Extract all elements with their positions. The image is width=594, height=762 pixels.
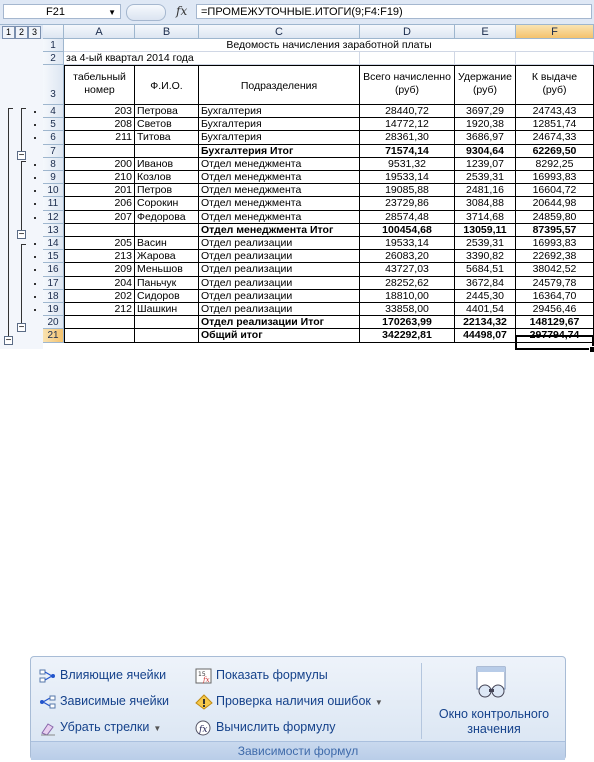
header-total-accrued[interactable] — [360, 65, 455, 105]
header-tab-number-line1: табельный — [73, 71, 126, 83]
collapse-group2-button[interactable]: − — [18, 229, 25, 240]
cell-a4[interactable]: 203 — [64, 105, 135, 118]
remove-arrows-button[interactable] — [39, 717, 161, 737]
cell-f13[interactable]: 87395,57 — [516, 224, 594, 237]
header-to-pay-line2: (руб) — [542, 84, 567, 96]
cell-e15[interactable]: 3390,82 — [455, 250, 516, 263]
cell-c21[interactable]: Общий итог — [199, 329, 360, 342]
trace-precedents-button[interactable] — [39, 665, 166, 685]
show-formulas-button[interactable] — [195, 665, 328, 685]
cell-f14[interactable]: 16993,83 — [516, 237, 594, 250]
outline-detail-dot — [34, 137, 36, 139]
cell-d18[interactable]: 18810,00 — [360, 290, 455, 303]
cell-b19[interactable]: Шашкин — [135, 303, 199, 316]
formula-bar — [0, 0, 594, 25]
row-header-9[interactable]: 9 — [43, 171, 64, 184]
cell-b21[interactable] — [135, 329, 199, 342]
cell-b12[interactable]: Федорова — [135, 211, 199, 224]
cell-f7[interactable]: 62269,50 — [516, 145, 594, 158]
formula-input[interactable]: =ПРОМЕЖУТОЧНЫЕ.ИТОГИ(9;F4:F19) — [196, 4, 592, 19]
column-header-b[interactable]: B — [135, 25, 199, 39]
evaluate-formula-button[interactable] — [195, 717, 336, 737]
cell-b10[interactable]: Петров — [135, 184, 199, 197]
cell-c2[interactable] — [199, 52, 360, 65]
cell-b15[interactable]: Жарова — [135, 250, 199, 263]
svg-text:fx: fx — [203, 675, 210, 684]
cell-a15[interactable]: 213 — [64, 250, 135, 263]
cell-a18[interactable]: 202 — [64, 290, 135, 303]
cell-d21[interactable]: 342292,81 — [360, 329, 455, 342]
cell-e5[interactable]: 1920,38 — [455, 118, 516, 131]
name-box-value: F21 — [46, 6, 65, 18]
column-header-e[interactable]: E — [455, 25, 516, 39]
fill-handle[interactable] — [589, 346, 594, 353]
header-tab-number-line2: номер — [84, 84, 115, 96]
outline-bracket-group2-top — [21, 161, 26, 162]
row-header-21[interactable]: 21 — [43, 329, 64, 342]
cell-e10[interactable]: 2481,16 — [455, 184, 516, 197]
cell-c17[interactable]: Отдел реализации — [199, 277, 360, 290]
cell-e16[interactable]: 5684,51 — [455, 263, 516, 276]
outline-bracket-group3 — [21, 244, 22, 328]
cell-d10[interactable]: 19085,88 — [360, 184, 455, 197]
group-label: Зависимости формул — [31, 741, 565, 760]
cell-b13[interactable] — [135, 224, 199, 237]
row-header-3[interactable]: 3 — [43, 65, 64, 105]
watch-window-button[interactable] — [425, 707, 563, 737]
cell-d17[interactable]: 28252,62 — [360, 277, 455, 290]
select-all-corner[interactable] — [43, 25, 64, 39]
row-header-10[interactable]: 10 — [43, 184, 64, 197]
row-header-18[interactable]: 18 — [43, 290, 64, 303]
ribbon-separator — [421, 663, 422, 739]
watch-window-icon[interactable] — [471, 665, 511, 701]
row-header-2[interactable]: 2 — [43, 52, 64, 65]
outline-detail-dot — [34, 177, 36, 179]
cell-f6[interactable]: 24674,33 — [516, 131, 594, 144]
outline-detail-dot — [34, 309, 36, 311]
outline-detail-dot — [34, 243, 36, 245]
cell-f2[interactable] — [516, 52, 594, 65]
header-deduction[interactable] — [455, 65, 516, 105]
cell-e13[interactable]: 13059,11 — [455, 224, 516, 237]
row-header-13[interactable]: 13 — [43, 224, 64, 237]
cell-c10[interactable]: Отдел менеджмента — [199, 184, 360, 197]
cell-f12[interactable]: 24859,80 — [516, 211, 594, 224]
cell-b5[interactable]: Светов — [135, 118, 199, 131]
trace-dependents-label: Зависимые ячейки — [60, 694, 170, 708]
outline-detail-dot — [34, 124, 36, 126]
svg-text:fx: fx — [199, 724, 208, 735]
cell-b9[interactable]: Козлов — [135, 171, 199, 184]
eraser-icon — [39, 720, 57, 736]
cell-e7[interactable]: 9304,64 — [455, 145, 516, 158]
cell-a12[interactable]: 207 — [64, 211, 135, 224]
cell-d7[interactable]: 71574,14 — [360, 145, 455, 158]
outline-detail-dot — [34, 283, 36, 285]
cell-d13[interactable]: 100454,68 — [360, 224, 455, 237]
outline-detail-dot — [34, 164, 36, 166]
cell-f15[interactable]: 22692,38 — [516, 250, 594, 263]
svg-text:15: 15 — [198, 670, 206, 678]
row-header-12[interactable]: 12 — [43, 211, 64, 224]
header-deduction-line2: (руб) — [472, 84, 498, 96]
cell-e4[interactable]: 3697,29 — [455, 105, 516, 118]
outline-detail-dot — [34, 269, 36, 271]
cell-c19[interactable]: Отдел реализации — [199, 303, 360, 316]
sheet-subtitle[interactable]: за 4-ый квартал 2014 года — [64, 52, 199, 65]
row-header-8[interactable]: 8 — [43, 158, 64, 171]
outline-bracket-group3-top — [21, 244, 26, 245]
outline-detail-dot — [34, 190, 36, 192]
column-header-f[interactable]: F — [516, 25, 594, 39]
cell-a5[interactable]: 208 — [64, 118, 135, 131]
row-header-1[interactable]: 1 — [43, 39, 64, 52]
header-fio[interactable]: Ф.И.О. — [135, 65, 199, 105]
outline-level-bar — [0, 25, 43, 39]
evaluate-formula-icon — [195, 720, 213, 736]
row-header-20[interactable]: 20 — [43, 316, 64, 329]
cell-e11[interactable]: 3084,88 — [455, 197, 516, 210]
show-formulas-label: Показать формулы — [216, 668, 328, 682]
header-to-pay-line1: К выдаче — [531, 71, 578, 83]
header-deduction-line1: Удержание — [457, 71, 513, 83]
header-total-accrued-line1: Всего начисленно — [363, 71, 451, 83]
outline-detail-dot — [34, 296, 36, 298]
active-cell-selection — [515, 335, 594, 350]
evaluate-formula-label: Вычислить формулу — [216, 720, 336, 734]
cell-d8[interactable]: 9531,32 — [360, 158, 455, 171]
column-header-d[interactable]: D — [360, 25, 455, 39]
cell-c13[interactable]: Отдел менеджмента Итог — [199, 224, 360, 237]
formula-auditing-group — [30, 656, 566, 760]
cell-e9[interactable]: 2539,31 — [455, 171, 516, 184]
cell-d2[interactable] — [360, 52, 455, 65]
cell-f9[interactable]: 16993,83 — [516, 171, 594, 184]
row-header-17[interactable]: 17 — [43, 277, 64, 290]
cell-c7[interactable]: Бухгалтерия Итог — [199, 145, 360, 158]
cell-e12[interactable]: 3714,68 — [455, 211, 516, 224]
header-tab-number[interactable] — [64, 65, 135, 105]
chevron-down-icon[interactable]: ▼ — [153, 724, 162, 733]
cell-d9[interactable]: 19533,14 — [360, 171, 455, 184]
cell-e19[interactable]: 4401,54 — [455, 303, 516, 316]
cell-a20[interactable] — [64, 316, 135, 329]
cell-a19[interactable]: 212 — [64, 303, 135, 316]
outline-bracket-group1 — [21, 108, 22, 152]
cell-f8[interactable]: 8292,25 — [516, 158, 594, 171]
outline-level-2-button[interactable]: 2 — [15, 26, 28, 39]
cell-b7[interactable] — [135, 145, 199, 158]
cell-d12[interactable]: 28574,48 — [360, 211, 455, 224]
outline-bracket-level1-top — [8, 108, 13, 109]
outline-bracket-group2 — [21, 161, 22, 231]
trace-dependents-button[interactable] — [39, 691, 169, 711]
cell-a8[interactable]: 200 — [64, 158, 135, 171]
cell-d11[interactable]: 23729,86 — [360, 197, 455, 210]
cell-e20[interactable]: 22134,32 — [455, 316, 516, 329]
cell-f18[interactable]: 16364,70 — [516, 290, 594, 303]
cell-f17[interactable]: 24579,78 — [516, 277, 594, 290]
outline-level-1-button[interactable]: 1 — [2, 26, 15, 39]
cell-c8[interactable]: Отдел менеджмента — [199, 158, 360, 171]
row-header-5[interactable]: 5 — [43, 118, 64, 131]
cell-b20[interactable] — [135, 316, 199, 329]
row-header-16[interactable]: 16 — [43, 263, 64, 276]
outline-detail-dot — [34, 203, 36, 205]
cell-e14[interactable]: 2539,31 — [455, 237, 516, 250]
cell-b16[interactable]: Меньшов — [135, 263, 199, 276]
collapse-group3-button[interactable]: − — [18, 322, 25, 333]
cell-d6[interactable]: 28361,30 — [360, 131, 455, 144]
cell-b14[interactable]: Васин — [135, 237, 199, 250]
cell-b6[interactable]: Титова — [135, 131, 199, 144]
watch-window-label-line2: значения — [467, 722, 521, 736]
cell-e18[interactable]: 2445,30 — [455, 290, 516, 303]
trace-precedents-label: Влияющие ячейки — [60, 668, 167, 682]
error-checking-label: Проверка наличия ошибок — [216, 694, 371, 708]
cell-e6[interactable]: 3686,97 — [455, 131, 516, 144]
row-header-6[interactable]: 6 — [43, 131, 64, 144]
cell-f19[interactable]: 29456,46 — [516, 303, 594, 316]
cell-c5[interactable]: Бухгалтерия — [199, 118, 360, 131]
cell-a9[interactable]: 210 — [64, 171, 135, 184]
chevron-down-icon[interactable]: ▼ — [108, 8, 116, 17]
outline-bracket-group1-top — [21, 108, 26, 109]
formula-bar-splitter[interactable] — [126, 4, 166, 21]
cell-d16[interactable]: 43727,03 — [360, 263, 455, 276]
cell-b4[interactable]: Петрова — [135, 105, 199, 118]
outline-detail-dot — [34, 111, 36, 113]
fx-icon[interactable]: fx — [176, 4, 188, 18]
cell-c6[interactable]: Бухгалтерия — [199, 131, 360, 144]
cell-f10[interactable]: 16604,72 — [516, 184, 594, 197]
outline-detail-dot — [34, 256, 36, 258]
outline-detail-dot — [34, 217, 36, 219]
cell-f20[interactable]: 148129,67 — [516, 316, 594, 329]
cell-f21[interactable]: 297794,74 — [516, 329, 594, 342]
cell-e2[interactable] — [455, 52, 516, 65]
cell-a14[interactable]: 205 — [64, 237, 135, 250]
row-header-15[interactable]: 15 — [43, 250, 64, 263]
cell-b8[interactable]: Иванов — [135, 158, 199, 171]
name-box[interactable] — [3, 4, 121, 19]
cell-a13[interactable] — [64, 224, 135, 237]
cell-f5[interactable]: 12851,74 — [516, 118, 594, 131]
cell-a10[interactable]: 201 — [64, 184, 135, 197]
trace-dependents-icon — [39, 694, 57, 710]
cell-e17[interactable]: 3672,84 — [455, 277, 516, 290]
header-total-accrued-line2: (руб) — [394, 84, 420, 96]
cell-c14[interactable]: Отдел реализации — [199, 237, 360, 250]
column-header-a[interactable]: A — [64, 25, 135, 39]
row-header-4[interactable]: 4 — [43, 105, 64, 118]
row-header-11[interactable]: 11 — [43, 197, 64, 210]
cell-a7[interactable] — [64, 145, 135, 158]
cell-d19[interactable]: 33858,00 — [360, 303, 455, 316]
cell-b11[interactable]: Сорокин — [135, 197, 199, 210]
row-header-14[interactable]: 14 — [43, 237, 64, 250]
cell-c9[interactable]: Отдел менеджмента — [199, 171, 360, 184]
header-to-pay[interactable] — [516, 65, 594, 105]
cell-a17[interactable]: 204 — [64, 277, 135, 290]
trace-precedents-icon — [39, 668, 57, 684]
cell-c4[interactable]: Бухгалтерия — [199, 105, 360, 118]
chevron-down-icon[interactable]: ▼ — [374, 698, 383, 707]
cell-c20[interactable]: Отдел реализации Итог — [199, 316, 360, 329]
cell-d14[interactable]: 19533,14 — [360, 237, 455, 250]
cell-e8[interactable]: 1239,07 — [455, 158, 516, 171]
cell-d15[interactable]: 26083,20 — [360, 250, 455, 263]
cell-d5[interactable]: 14772,12 — [360, 118, 455, 131]
cell-a16[interactable]: 209 — [64, 263, 135, 276]
cell-a11[interactable]: 206 — [64, 197, 135, 210]
row-header-19[interactable]: 19 — [43, 303, 64, 316]
sheet-title[interactable]: Ведомость начисления заработной платы — [64, 39, 594, 52]
cell-d4[interactable]: 28440,72 — [360, 105, 455, 118]
cell-c12[interactable]: Отдел менеджмента — [199, 211, 360, 224]
cell-c15[interactable]: Отдел реализации — [199, 250, 360, 263]
error-checking-icon — [195, 694, 213, 710]
show-formulas-icon — [195, 668, 213, 684]
column-header-c[interactable]: C — [199, 25, 360, 39]
collapse-all-button[interactable]: − — [5, 335, 12, 346]
outline-level-3-button[interactable]: 3 — [28, 26, 41, 39]
cell-b18[interactable]: Сидоров — [135, 290, 199, 303]
cell-c16[interactable]: Отдел реализации — [199, 263, 360, 276]
cell-f16[interactable]: 38042,52 — [516, 263, 594, 276]
cell-c18[interactable]: Отдел реализации — [199, 290, 360, 303]
cell-b17[interactable]: Паньчук — [135, 277, 199, 290]
error-checking-button[interactable] — [195, 691, 383, 711]
cell-a21[interactable] — [64, 329, 135, 342]
cell-e21[interactable]: 44498,07 — [455, 329, 516, 342]
collapse-group1-button[interactable]: − — [18, 150, 25, 161]
header-department[interactable]: Подразделения — [199, 65, 360, 105]
watch-window-label-line1: Окно контрольного — [438, 707, 550, 721]
cell-d20[interactable]: 170263,99 — [360, 316, 455, 329]
cell-c11[interactable]: Отдел менеджмента — [199, 197, 360, 210]
cell-f11[interactable]: 20644,98 — [516, 197, 594, 210]
outline-bracket-level1 — [8, 108, 9, 340]
remove-arrows-label: Убрать стрелки — [60, 720, 150, 734]
cell-f4[interactable]: 24743,43 — [516, 105, 594, 118]
cell-a6[interactable]: 211 — [64, 131, 135, 144]
row-header-7[interactable]: 7 — [43, 145, 64, 158]
